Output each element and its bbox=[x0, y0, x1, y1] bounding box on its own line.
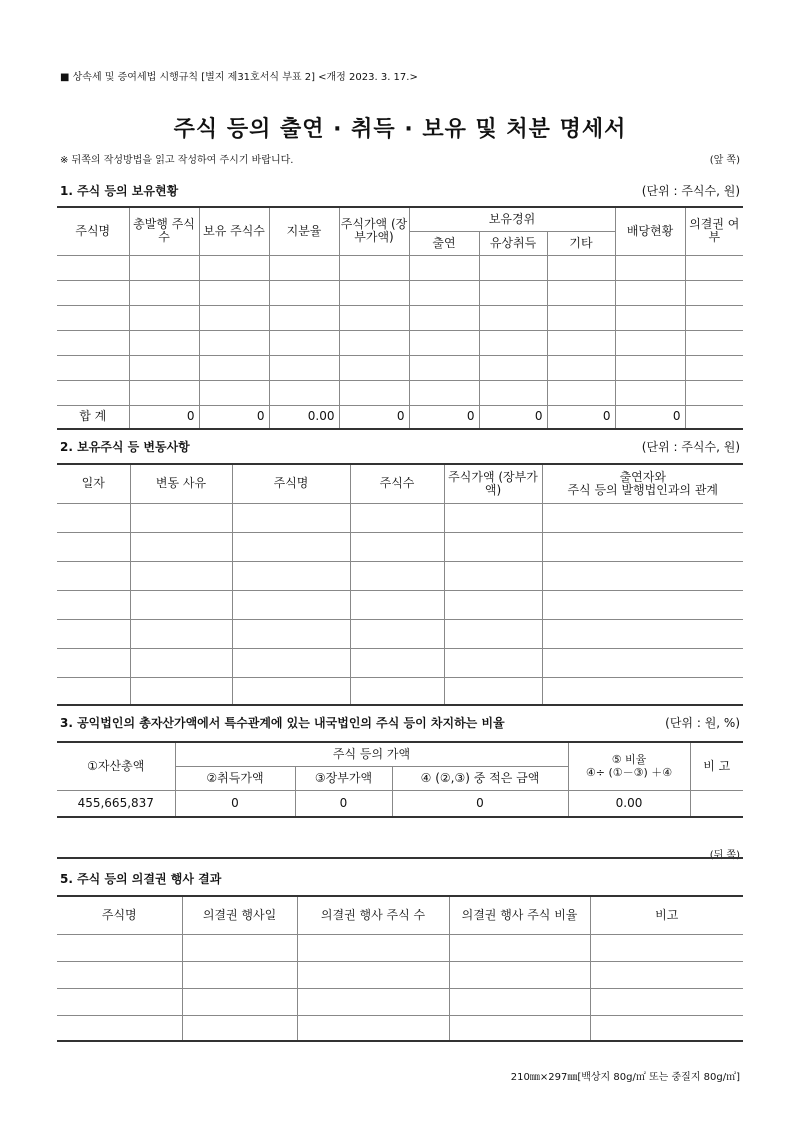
header-remark: 비고 bbox=[590, 896, 743, 934]
total-vote bbox=[685, 405, 743, 429]
header-remark: 비 고 bbox=[690, 742, 743, 790]
table-row bbox=[57, 280, 743, 305]
table-row bbox=[57, 380, 743, 405]
table-row bbox=[57, 648, 743, 677]
header-ratio-line-2: ④÷ (①－③) ＋④ bbox=[585, 766, 673, 780]
total-row bbox=[57, 405, 743, 429]
header-total-issued: 총발행 주식수 bbox=[129, 207, 199, 255]
header-dividend: 배당현황 bbox=[615, 207, 685, 255]
total-value-sum: 0 bbox=[339, 405, 409, 429]
form-reference: ■ 상속세 및 증여세법 시행규칙 [별지 제31호서식 부표 2] <개정 2023. 3. 17.> bbox=[60, 72, 418, 83]
changes-table bbox=[57, 463, 743, 706]
section-2-unit: (단위 : 주식수, 원) bbox=[641, 440, 740, 454]
book-value: 0 bbox=[295, 790, 392, 817]
table-row bbox=[57, 934, 743, 961]
header-relation-line-2: 주식 등의 발행법인과의 관계 bbox=[567, 482, 719, 497]
table-row bbox=[57, 961, 743, 988]
header-stock-name: 주식명 bbox=[57, 207, 129, 255]
table-row bbox=[57, 590, 743, 619]
total-other-sum: 0 bbox=[547, 405, 615, 429]
header-holding-path: 보유경위 bbox=[409, 207, 615, 231]
table-row bbox=[57, 561, 743, 590]
header-stock-value: 주식 등의 가액 bbox=[175, 742, 568, 766]
total-held-sum: 0 bbox=[199, 405, 269, 429]
page-side-front: (앞 쪽) bbox=[709, 155, 740, 166]
holdings-table bbox=[57, 206, 743, 430]
header-voting-ratio: 의결권 행사 주식 비율 bbox=[449, 896, 590, 934]
table-row bbox=[57, 988, 743, 1015]
table-row bbox=[57, 790, 743, 817]
total-label: 합 계 bbox=[57, 405, 129, 429]
section-3-title: 3. 공익법인의 총자산가액에서 특수관계에 있는 내국법인의 주식 등이 차지하는 비율 bbox=[60, 716, 505, 730]
header-stock-count: 주식수 bbox=[350, 464, 444, 503]
section-2-title: 2. 보유주식 등 변동사항 bbox=[60, 440, 190, 454]
header-held-count: 보유 주식수 bbox=[199, 207, 269, 255]
header-voting-right: 의결권 여부 bbox=[685, 207, 743, 255]
header-donation: 출연 bbox=[409, 231, 479, 255]
total-dividend-sum: 0 bbox=[615, 405, 685, 429]
total-assets-value: 455,665,837 bbox=[57, 790, 175, 817]
header-stock-name: 주식명 bbox=[57, 896, 182, 934]
total-donation-sum: 0 bbox=[409, 405, 479, 429]
header-stock-value: 주식가액 (장부가액) bbox=[339, 207, 409, 255]
table-row bbox=[57, 355, 743, 380]
table-row bbox=[57, 619, 743, 648]
header-relation-line-1: 출연자와 bbox=[619, 469, 666, 484]
header-voting-date: 의결권 행사일 bbox=[182, 896, 297, 934]
header-change-reason: 변동 사유 bbox=[130, 464, 232, 503]
instruction-note: ※ 뒤쪽의 작성방법을 읽고 작성하여 주시기 바랍니다. bbox=[60, 155, 294, 166]
header-date: 일자 bbox=[57, 464, 130, 503]
header-other: 기타 bbox=[547, 231, 615, 255]
table-row bbox=[57, 255, 743, 280]
back-top-rule bbox=[57, 857, 743, 859]
total-paid-sum: 0 bbox=[479, 405, 547, 429]
table-row bbox=[57, 677, 743, 705]
header-total-assets: ①자산총액 bbox=[57, 742, 175, 790]
header-acquisition-value: ②취득가액 bbox=[175, 766, 295, 790]
header-paid-acquisition: 유상취득 bbox=[479, 231, 547, 255]
section-5-title: 5. 주식 등의 의결권 행사 결과 bbox=[60, 872, 222, 886]
header-ratio-line-1: ⑤ 비율 bbox=[611, 753, 647, 767]
header-lesser-amount: ④ (②,③) 중 적은 금액 bbox=[392, 766, 568, 790]
header-share-ratio: 지분율 bbox=[269, 207, 339, 255]
table-row bbox=[57, 532, 743, 561]
table-row bbox=[57, 330, 743, 355]
header-relation bbox=[542, 464, 743, 503]
header-stock-name: 주식명 bbox=[232, 464, 350, 503]
acquisition-value: 0 bbox=[175, 790, 295, 817]
section-1-unit: (단위 : 주식수, 원) bbox=[641, 184, 740, 198]
table-row bbox=[57, 1015, 743, 1041]
header-voting-shares: 의결권 행사 주식 수 bbox=[297, 896, 449, 934]
table-row bbox=[57, 305, 743, 330]
ratio-table bbox=[57, 741, 743, 818]
section-3-unit: (단위 : 원, %) bbox=[665, 716, 740, 730]
paper-spec-footer: 210㎜×297㎜[백상지 80g/㎡ 또는 중질지 80g/㎡] bbox=[510, 1072, 740, 1083]
section-1-title: 1. 주식 등의 보유현황 bbox=[60, 184, 179, 198]
header-ratio bbox=[568, 742, 690, 790]
voting-table bbox=[57, 895, 743, 1042]
header-stock-value: 주식가액 (장부가액) bbox=[444, 464, 542, 503]
table-row bbox=[57, 503, 743, 532]
total-ratio-sum: 0.00 bbox=[269, 405, 339, 429]
page-title: 주식 등의 출연 · 취득 · 보유 및 처분 명세서 bbox=[173, 117, 627, 142]
total-issued-sum: 0 bbox=[129, 405, 199, 429]
remark-value bbox=[690, 790, 743, 817]
page-side-back: (뒤 쪽) bbox=[709, 850, 740, 861]
lesser-amount-value: 0 bbox=[392, 790, 568, 817]
header-book-value: ③장부가액 bbox=[295, 766, 392, 790]
ratio-value: 0.00 bbox=[568, 790, 690, 817]
